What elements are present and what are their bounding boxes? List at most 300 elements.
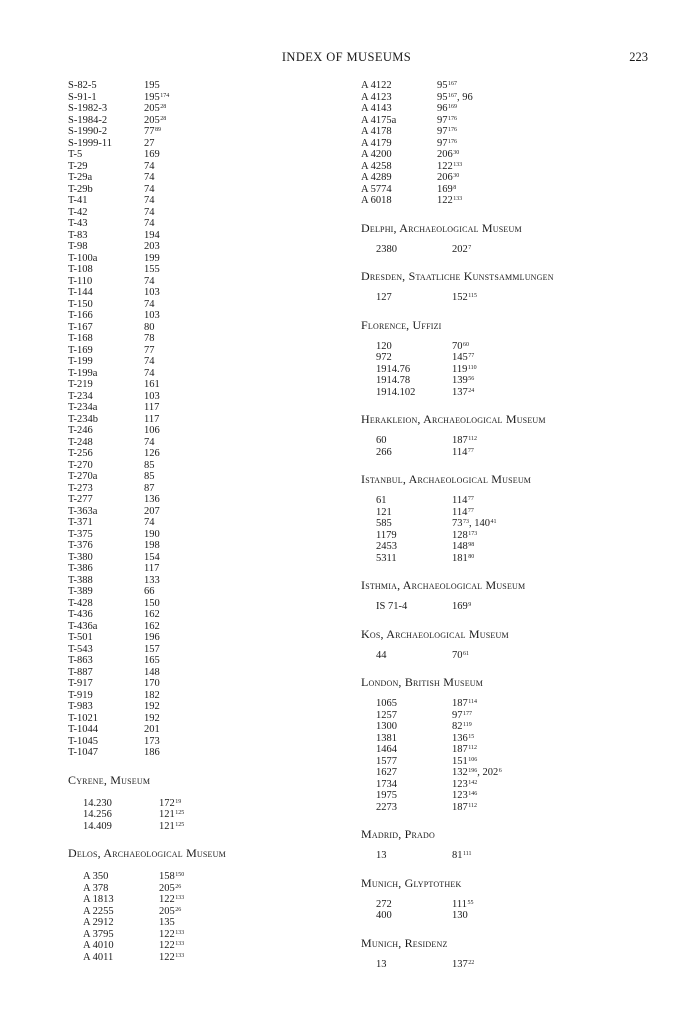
page-ref: 74 (144, 367, 155, 379)
entry-pages (144, 126, 338, 138)
entry-pages (144, 172, 338, 184)
index-entry (68, 253, 338, 265)
museum-heading: Munich, Residenz (361, 935, 448, 950)
index-entry (68, 471, 338, 483)
index-entry (376, 744, 651, 756)
page-ref: 151 (452, 755, 468, 767)
footnote-ref: 30 (453, 173, 460, 179)
entry-ref: T-29a (68, 172, 93, 183)
museum-entries (376, 899, 651, 922)
entry-pages (144, 184, 338, 196)
page-ref: 187 (452, 698, 468, 709)
entry-pages (452, 244, 651, 256)
page-ref: 74 (144, 275, 155, 287)
index-entry (83, 917, 338, 929)
page-ref: 170 (144, 678, 160, 689)
page-ref: 135 (159, 917, 175, 928)
continued-entries (68, 80, 338, 759)
page-ref: 169 (144, 149, 160, 160)
entry-ref: 14.230 (83, 797, 112, 809)
entry-pages (159, 906, 338, 918)
footnote-ref: 110 (467, 364, 477, 371)
entry-pages (437, 184, 651, 196)
entry-pages (452, 601, 651, 613)
entry-pages (144, 80, 338, 92)
page-ref: 74 (144, 298, 155, 310)
footnote-ref: 6 (498, 768, 502, 774)
index-entry (376, 910, 651, 922)
index-entry (68, 701, 338, 713)
entry-ref: 1914.76 (376, 363, 411, 375)
entry-ref: 120 (376, 340, 392, 352)
entry-ref: T-199a (68, 367, 98, 379)
entry-ref: 1914.78 (376, 375, 411, 386)
index-entry (361, 115, 651, 127)
entry-pages (159, 871, 338, 883)
entry-pages (144, 724, 338, 736)
index-entry (68, 667, 338, 679)
index-column-left (68, 80, 338, 963)
entry-pages (452, 387, 651, 399)
footnote-ref: 89 (155, 127, 161, 133)
entry-ref: T-273 (68, 482, 93, 494)
page-ref: 154 (144, 551, 160, 563)
entry-ref: T-42 (68, 206, 88, 218)
page-ref: 187 (452, 744, 468, 755)
entry-pages (452, 850, 651, 862)
entry-pages (452, 507, 651, 519)
entry-ref: A 4011 (83, 951, 114, 963)
entry-ref: A 4258 (361, 160, 392, 172)
entry-ref: T-234 (68, 390, 93, 402)
page-ref: 74 (144, 172, 155, 183)
index-entry (68, 529, 338, 541)
index-entry (376, 710, 651, 722)
entry-ref: S-1990-2 (68, 126, 108, 137)
footnote-ref: 196 (468, 768, 478, 774)
page-ref: 96 (437, 103, 448, 114)
entry-pages (437, 103, 651, 115)
footnote-ref: 176 (448, 138, 457, 145)
entry-pages (159, 798, 338, 810)
entry-ref: A 350 (83, 871, 109, 882)
index-entry (376, 364, 651, 376)
entry-ref: T-29b (68, 183, 93, 195)
page-ref: 181 (452, 552, 468, 564)
entry-pages (144, 575, 338, 587)
entry-pages (144, 161, 338, 173)
museum-heading: Herakleion, Archaeological Museum (361, 412, 546, 426)
entry-pages (144, 437, 338, 449)
index-entry (376, 518, 651, 530)
index-entry (68, 678, 338, 690)
page-ref: 122 (159, 951, 175, 963)
footnote-ref: 133 (175, 952, 185, 959)
index-entry (68, 540, 338, 552)
page-ref: 78 (144, 333, 155, 344)
entry-pages (144, 230, 338, 242)
entry-ref: T-100a (68, 252, 98, 264)
entry-pages (159, 952, 338, 964)
page-ref: 70 (452, 340, 463, 352)
index-entry (376, 601, 651, 613)
entry-ref: T-887 (68, 666, 93, 678)
index-entry (83, 871, 338, 883)
index-entry (83, 883, 338, 895)
page-ref: 137 (452, 386, 468, 398)
index-entry (376, 530, 651, 542)
entry-ref: S-1984-2 (68, 114, 108, 126)
entry-ref: T-234b (68, 413, 98, 425)
page-ref: 77 (144, 344, 155, 356)
index-entry (68, 575, 338, 587)
entry-ref: T-389 (68, 586, 93, 597)
page-ref: 74 (144, 183, 155, 195)
index-entry (376, 292, 651, 304)
page-ref: 74 (144, 206, 155, 218)
footnote-ref: 176 (448, 127, 457, 133)
page-ref: 85 (144, 459, 155, 471)
index-entry (68, 379, 338, 391)
page-ref: 117 (144, 413, 160, 425)
entry-ref: T-5 (68, 149, 83, 160)
page-ref: 139 (452, 375, 468, 386)
museum-heading: Dresden, Staatliche Kunstsammlungen (361, 269, 554, 283)
museum-entries (376, 850, 651, 862)
entry-ref: A 378 (83, 882, 109, 894)
entry-ref: A 2255 (83, 905, 114, 917)
page-ref: 148 (144, 666, 160, 678)
page-ref: 114 (452, 506, 468, 518)
index-entry (68, 483, 338, 495)
page-ref: 130 (452, 910, 468, 921)
index-entry (376, 553, 651, 565)
entry-ref: T-110 (68, 275, 93, 287)
entry-ref: T-863 (68, 655, 93, 666)
index-entry (68, 322, 338, 334)
entry-ref: T-1044 (68, 724, 98, 735)
museum-entries (376, 244, 651, 256)
entry-ref: T-270a (68, 471, 98, 482)
index-entry (68, 195, 338, 207)
entry-pages (144, 391, 338, 403)
index-entry (68, 345, 338, 357)
entry-pages (144, 414, 338, 426)
index-entry (68, 414, 338, 426)
footnote-ref: 133 (453, 161, 463, 168)
page-ref: 133 (144, 574, 160, 586)
page-ref: 95 (437, 91, 448, 103)
entry-ref: 1381 (376, 732, 397, 744)
entry-ref: 266 (376, 446, 392, 458)
page-ref: 77 (144, 126, 155, 137)
index-entry (68, 437, 338, 449)
footnote-ref: 125 (175, 821, 185, 828)
entry-ref: T-167 (68, 321, 93, 333)
index-entry (376, 756, 651, 768)
index-entry (68, 690, 338, 702)
page-ref: 122 (159, 940, 175, 951)
museum-entries (376, 341, 651, 399)
page-ref: 203 (144, 241, 160, 252)
index-entry (68, 713, 338, 725)
page-ref: 114 (452, 495, 468, 506)
index-entry (68, 333, 338, 345)
footnote-ref: 167 (448, 92, 457, 99)
entry-pages (144, 632, 338, 644)
entry-ref: A 3795 (83, 928, 114, 940)
museum-heading: Munich, Glyptothek (361, 875, 462, 890)
page-number: 223 (629, 50, 648, 64)
index-entry (376, 435, 651, 447)
footnote-ref: 56 (468, 376, 475, 382)
entry-ref: 2453 (376, 541, 397, 552)
page-ref-extra: , 96 (457, 91, 473, 103)
entry-ref: 1627 (376, 767, 397, 778)
entry-pages (144, 402, 338, 414)
entry-ref: 2380 (376, 243, 397, 255)
page-ref: 172 (159, 797, 175, 809)
index-entry (376, 721, 651, 733)
footnote-ref: 111 (463, 851, 472, 857)
entry-pages (437, 138, 651, 150)
entry-ref: 400 (376, 910, 392, 921)
entry-pages (452, 733, 651, 745)
museum-heading: Isthmia, Archaeological Museum (361, 578, 526, 592)
entry-ref: T-375 (68, 528, 93, 540)
entry-pages (452, 541, 651, 553)
index-entry (376, 341, 651, 353)
entry-ref: 1464 (376, 744, 397, 755)
page-ref: 136 (144, 494, 160, 505)
entry-ref: T-29 (68, 160, 88, 172)
footnote-ref: 60 (463, 341, 469, 348)
entry-pages (452, 959, 651, 971)
entry-ref: T-166 (68, 310, 93, 321)
entry-ref: T-919 (68, 689, 93, 701)
entry-ref: T-380 (68, 551, 93, 563)
entry-pages (144, 517, 338, 529)
entry-ref: 585 (376, 518, 392, 529)
footnote-ref: 177 (463, 710, 472, 717)
entry-pages (452, 341, 651, 353)
entry-ref: 972 (376, 352, 392, 363)
entry-pages (144, 149, 338, 161)
index-entry (361, 161, 651, 173)
index-entry (83, 952, 338, 964)
museum-heading: Florence, Uffizi (361, 317, 442, 332)
entry-ref: T-363a (68, 505, 98, 517)
index-entry (361, 184, 651, 196)
index-entry (376, 850, 651, 862)
footnote-ref: 176 (448, 115, 457, 122)
page-ref: 137 (452, 958, 468, 970)
footnote-ref: 167 (448, 81, 457, 87)
entry-pages (144, 460, 338, 472)
entry-pages (144, 207, 338, 219)
entry-pages (437, 92, 651, 104)
index-entry (376, 779, 651, 791)
entry-pages (144, 667, 338, 679)
entry-pages (144, 713, 338, 725)
entry-ref: A 5774 (361, 183, 392, 195)
index-entry (68, 218, 338, 230)
footnote-ref: 150 (175, 872, 185, 878)
index-entry (68, 563, 338, 575)
museum-entries (83, 798, 338, 833)
index-entry (361, 92, 651, 104)
index-entry (83, 906, 338, 918)
entry-pages (144, 540, 338, 552)
footnote-ref: 174 (160, 92, 170, 99)
page-ref: 97 (437, 126, 448, 137)
museum-entries (376, 495, 651, 564)
page-ref: 162 (144, 609, 160, 620)
page-ref: 122 (437, 160, 453, 172)
entry-ref: 1179 (376, 529, 397, 541)
index-entry (361, 149, 651, 161)
index-entry (68, 207, 338, 219)
index-entry (68, 299, 338, 311)
page-ref: 74 (144, 356, 155, 367)
entry-ref: T-917 (68, 678, 93, 689)
entry-pages (144, 368, 338, 380)
page-ref: 117 (144, 563, 160, 574)
entry-ref: T-83 (68, 229, 88, 241)
index-entry (361, 138, 651, 150)
entry-pages (144, 333, 338, 345)
entry-pages (144, 506, 338, 518)
running-head: INDEX OF MUSEUMS (281, 50, 412, 64)
page-ref: 114 (452, 446, 468, 458)
page-ref: 81 (452, 850, 463, 861)
entry-pages (452, 744, 651, 756)
page-ref: 111 (452, 898, 467, 910)
museum-heading: Istanbul, Archaeological Museum (361, 472, 532, 486)
entry-ref: T-234a (68, 402, 98, 413)
page-ref: 122 (159, 928, 175, 940)
museum-heading: London, British Museum (361, 675, 484, 689)
page-ref: 187 (452, 435, 468, 446)
entry-pages (144, 264, 338, 276)
page-ref: 152 (452, 292, 468, 303)
page-ref: 201 (144, 724, 160, 735)
entry-ref: T-277 (68, 494, 93, 505)
entry-ref: A 4143 (361, 103, 392, 114)
page-ref: 128 (452, 529, 468, 541)
entry-pages (144, 552, 338, 564)
footnote-ref: 112 (468, 745, 478, 751)
entry-ref: 61 (376, 495, 387, 506)
museum-entries (376, 292, 651, 304)
footnote-ref: 142 (468, 779, 478, 786)
entry-pages (144, 287, 338, 299)
index-entry (68, 460, 338, 472)
index-entry (376, 352, 651, 364)
entry-ref: T-376 (68, 540, 93, 551)
footnote-ref: 55 (467, 899, 474, 906)
entry-ref: A 4123 (361, 91, 392, 103)
entry-ref: A 4175a (361, 114, 397, 126)
footnote-ref: 77 (467, 507, 474, 514)
entry-ref: T-169 (68, 344, 93, 356)
entry-ref: A 4010 (83, 940, 114, 951)
entry-ref: A 6018 (361, 195, 392, 206)
entry-pages (144, 299, 338, 311)
entry-ref: S-91-1 (68, 91, 97, 103)
entry-pages (159, 940, 338, 952)
entry-pages (452, 802, 651, 814)
index-entry (376, 802, 651, 814)
page-ref: 74 (144, 436, 155, 448)
entry-pages (144, 678, 338, 690)
page-ref: 97 (452, 709, 463, 721)
index-entry (361, 80, 651, 92)
footnote-ref: 61 (463, 650, 469, 657)
page-ref: 74 (144, 218, 155, 229)
entry-pages (144, 425, 338, 437)
entry-ref: A 4289 (361, 172, 392, 183)
entry-pages (144, 276, 338, 288)
index-entry (376, 447, 651, 459)
footnote-ref: 133 (453, 196, 463, 202)
museum-entries (376, 435, 651, 458)
index-entry (68, 241, 338, 253)
index-entry (68, 356, 338, 368)
footnote-ref: 169 (448, 104, 457, 110)
index-entry (83, 929, 338, 941)
index-entry (361, 195, 651, 207)
page-ref: 103 (144, 287, 160, 298)
page-ref: 165 (144, 655, 160, 666)
entry-pages (452, 518, 651, 530)
entry-pages (159, 821, 338, 833)
footnote-ref: 22 (468, 959, 475, 966)
index-entry (361, 126, 651, 138)
index-entry (361, 172, 651, 184)
entry-pages (437, 126, 651, 138)
entry-pages (144, 138, 338, 150)
page-ref: 74 (144, 195, 155, 206)
footnote-ref: 7 (468, 244, 472, 251)
entry-pages (452, 756, 651, 768)
index-entry (376, 375, 651, 387)
index-entry (68, 517, 338, 529)
museum-heading: Delphi, Archaeological Museum (361, 220, 522, 235)
entry-pages (144, 379, 338, 391)
entry-pages (452, 435, 651, 447)
entry-pages (452, 364, 651, 376)
entry-ref: T-108 (68, 264, 93, 275)
page-ref: 195 (144, 91, 160, 103)
page-ref: 122 (159, 894, 175, 905)
page-ref-extra: , 140 (469, 518, 490, 529)
entry-pages (144, 241, 338, 253)
index-entry (68, 736, 338, 748)
page-ref: 162 (144, 620, 160, 632)
index-entry (376, 507, 651, 519)
entry-ref: 1065 (376, 698, 397, 709)
page-ref: 161 (144, 379, 160, 390)
footnote-ref: 77 (468, 353, 475, 359)
index-entry (68, 92, 338, 104)
index-entry (68, 161, 338, 173)
index-entry (376, 244, 651, 256)
index-entry (68, 552, 338, 564)
index-entry (68, 172, 338, 184)
museum-entries (376, 650, 651, 662)
entry-pages (452, 910, 651, 922)
